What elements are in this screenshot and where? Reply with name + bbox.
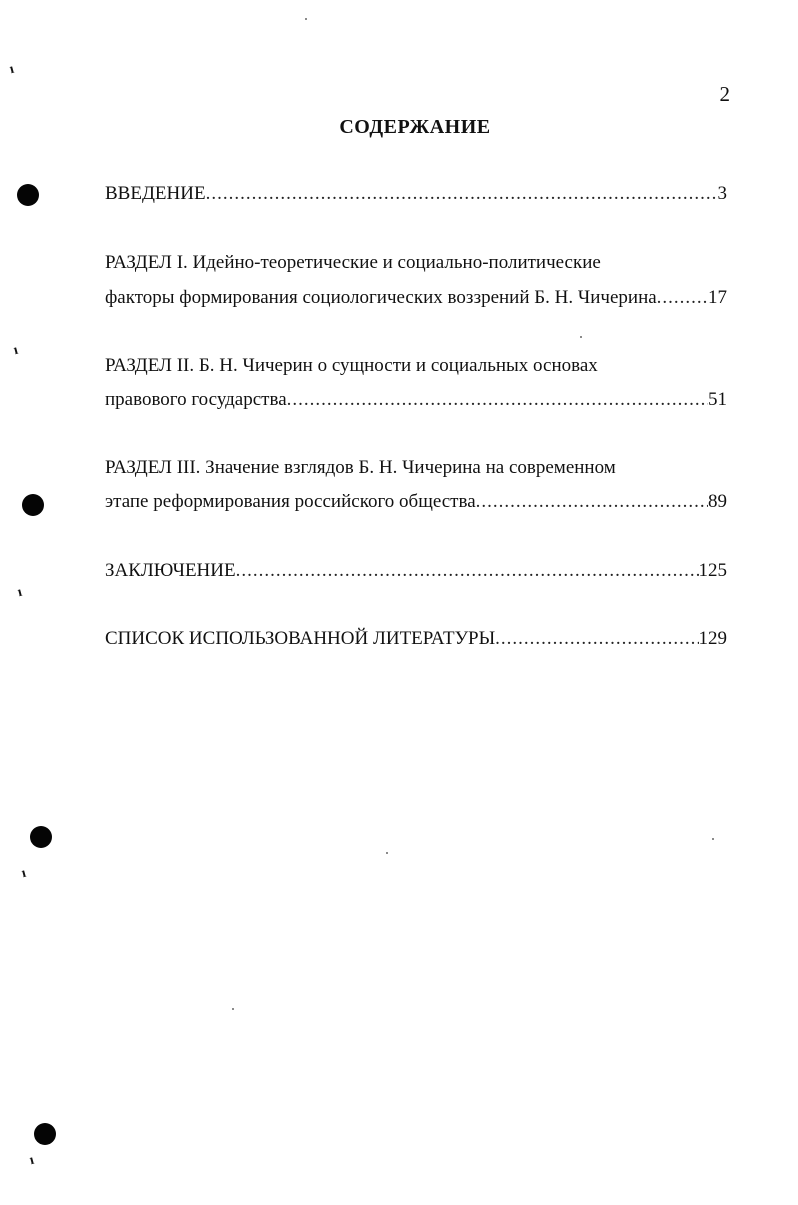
toc-entry-section-3-line-2[interactable] (105, 489, 727, 515)
toc-entry-title: РАЗДЕЛ II. Б. Н. Чичерин о сущности и социальных основах (105, 355, 598, 376)
scan-speck (580, 336, 582, 338)
toc-leader-dots (236, 558, 699, 584)
scan-mark: ı (11, 342, 20, 359)
toc-entry-section-1-line-1[interactable] (105, 250, 727, 276)
scan-speck (712, 838, 714, 840)
toc-entry-section-3-line-1[interactable] (105, 455, 727, 481)
toc-entry-page: 125 (698, 560, 727, 581)
toc-entry-introduction[interactable] (105, 181, 727, 207)
scan-mark: ı (27, 1152, 36, 1169)
toc-leader-dots (495, 626, 698, 652)
toc-entry-title: правового государства (105, 389, 287, 410)
toc-leader-dots (206, 181, 718, 207)
toc-entry-page: 89 (708, 491, 727, 512)
toc-entry-title: ВВЕДЕНИЕ (105, 183, 206, 204)
scan-speck (232, 1008, 234, 1010)
scan-speck (386, 852, 388, 854)
toc-entry-page: 129 (698, 628, 727, 649)
toc-leader-dots (657, 285, 708, 311)
toc-entry-title: СПИСОК ИСПОЛЬЗОВАННОЙ ЛИТЕРАТУРЫ (105, 628, 496, 649)
page-number: 2 (719, 82, 730, 106)
scan-mark: ı (7, 61, 16, 78)
scan-speck (305, 18, 307, 20)
toc-entry-section-2-line-2[interactable] (105, 387, 727, 413)
toc-entry-title: РАЗДЕЛ III. Значение взглядов Б. Н. Чичерина на современном (105, 457, 616, 478)
toc-title: СОДЕРЖАНИЕ (339, 116, 491, 138)
binder-hole (34, 1123, 56, 1145)
toc-entry-title: РАЗДЕЛ I. Идейно-теоретические и социально-политические (105, 252, 601, 273)
toc-entry-page: 17 (708, 287, 727, 308)
binder-hole (30, 826, 52, 848)
toc-entry-title: этапе реформирования российского общества (105, 491, 476, 512)
toc-entry-page: 51 (708, 389, 727, 410)
toc-entry-bibliography[interactable] (105, 626, 727, 652)
toc-entry-conclusion[interactable] (105, 558, 727, 584)
binder-hole (22, 494, 44, 516)
toc-entry-title: факторы формирования социологических воззрений Б. Н. Чичерина (105, 287, 657, 308)
toc-leader-dots (476, 489, 708, 515)
scan-mark: ı (19, 865, 28, 882)
scan-mark: ı (15, 584, 24, 601)
toc-entry-section-2-line-1[interactable] (105, 353, 727, 379)
toc-leader-dots (287, 387, 708, 413)
toc-entry-title: ЗАКЛЮЧЕНИЕ (105, 560, 236, 581)
toc-entry-page: 3 (717, 183, 727, 204)
binder-hole (17, 184, 39, 206)
toc-entry-section-1-line-2[interactable] (105, 285, 727, 311)
